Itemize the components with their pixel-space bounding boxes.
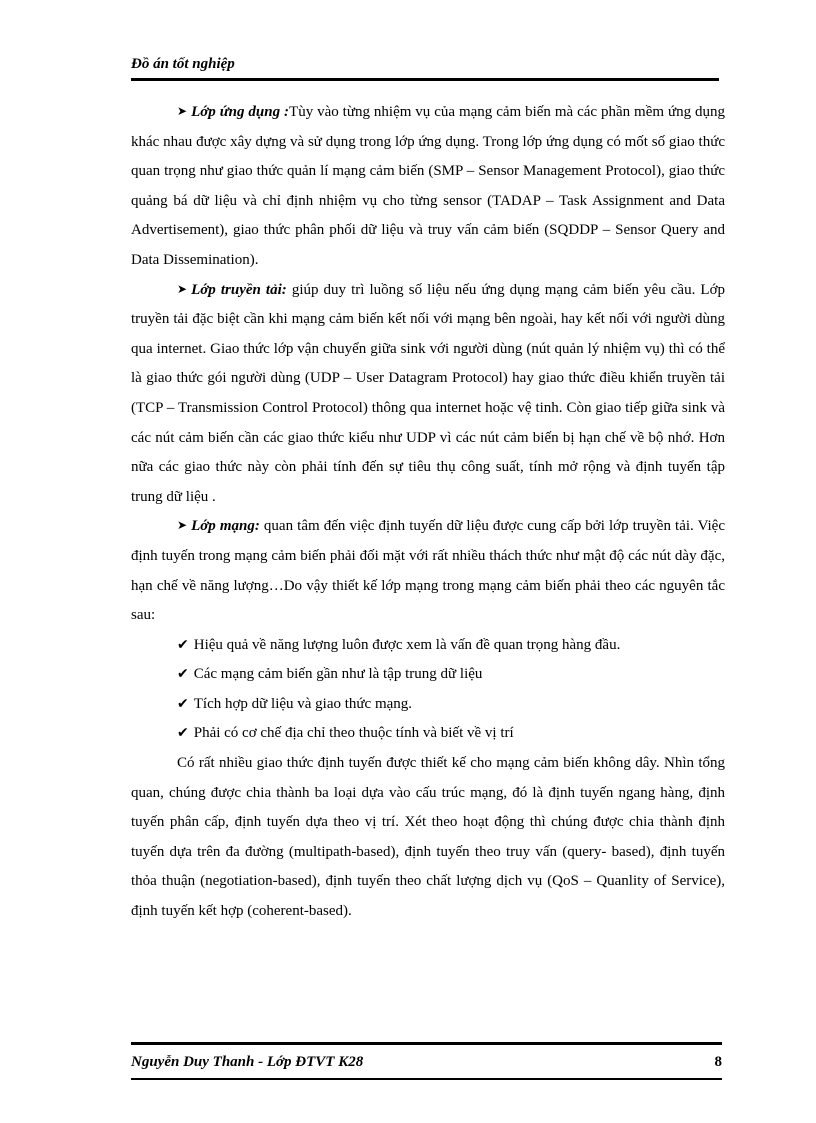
footer-rule-bottom [131,1078,722,1080]
arrow-bullet-icon: ➤ [177,518,188,533]
checkmark-icon: ✔ [177,636,189,653]
application-layer-text: Tùy vào từng nhiệm vụ của mạng cảm biến mà các phần mềm ứng dụng khác nhau được xây dựng và sử dụng trong lớp ứng dụng. Trong lớp ứng dụng có mốt số giao thức quan trọng như giao thức quản lí mạng cảm biến (SMP – Sensor Management Protocol), giao thức quảng bá dữ liệu và chỉ định nhiệm vụ cho từng sensor (TADAP – Task Assignment and Data Advertisement), giao thức phân phối dữ liệu và truy vấn cảm biến (SQDDP – Sensor Query and Data Dissemination). [131,104,725,268]
paragraph-network-layer [131,512,725,630]
checkmark-icon: ✔ [177,666,189,683]
header-title: Đồ án tốt nghiệp [131,56,235,72]
checklist-item-text: Hiệu quả về năng lượng luôn được xem là vấn đề quan trọng hàng đầu. [193,636,621,653]
checklist-item-text: Phải có cơ chế địa chỉ theo thuộc tính và biết về vị trí [193,725,514,742]
checklist-item [131,631,725,661]
network-layer-heading: Lớp mạng: [191,518,260,535]
transport-layer-heading: Lớp truyền tải: [191,281,287,298]
page-content [131,98,725,927]
page-header [131,52,719,76]
footer-rule-top [131,1042,722,1045]
network-layer-text: quan tâm đến việc định tuyến dữ liệu được cung cấp bởi lớp truyền tải. Việc định tuyến trong mạng cảm biến phải đối mặt với rất nhiều thách thức như mật độ các nút dày đặc, hạn chế về năng lượng…Do vậy thiết kế lớp mạng trong mạng cảm biến phải theo các nguyên tắc sau: [131,518,725,624]
checkmark-icon: ✔ [177,725,189,742]
checklist-item [131,719,725,749]
checkmark-icon: ✔ [177,695,189,712]
paragraph-routing-protocols [131,749,725,927]
application-layer-heading: Lớp ứng dụng : [191,104,290,120]
footer-author: Nguyễn Duy Thanh - Lớp ĐTVT K28 [131,1054,364,1070]
checklist-item-text: Các mạng cảm biến gần như là tập trung dữ liệu [193,666,483,683]
checklist-item [131,660,725,690]
checklist-item-text: Tích hợp dữ liệu và giao thức mạng. [193,695,413,712]
header-rule [131,78,719,81]
arrow-bullet-icon: ➤ [177,281,188,296]
page-number: 8 [714,1054,722,1070]
routing-protocols-text: Có rất nhiều giao thức định tuyến được thiết kế cho mạng cảm biến không dây. Nhìn tổng quan, chúng được chia thành ba loại dựa vào cấu trúc mạng, đó là định tuyến ngang hàng, định tuyến phân cấp, định tuyến dựa theo vị trí. Xét theo hoạt động thì chúng được chia thành định tuyến dựa trên đa đường (multipath-based), định tuyến theo truy vấn (query- based), định tuyến thỏa thuận (negotiation-based), định tuyến theo chất lượng dịch vụ (QoS – Quanlity of Service), định tuyến kết hợp (coherent-based). [131,755,725,920]
arrow-bullet-icon: ➤ [177,104,188,118]
paragraph-application-layer [131,98,725,276]
transport-layer-text: giúp duy trì luồng số liệu nếu ứng dụng mạng cảm biến yêu cầu. Lớp truyền tải đặc biệt cần khi mạng cảm biến kết nối với mạng bên ngoài, hay kết nối với người dùng qua internet. Giao thức lớp vận chuyển giữa sink với người dùng (nút quản lý nhiệm vụ) thì có thể là giao thức gói người dùng (UDP – User Datagram Protocol) hay giao thức điều khiển truyền tải (TCP – Transmission Control Protocol) thông qua internet hoặc vệ tinh. Còn giao tiếp giữa sink và các nút cảm biến cần các giao thức kiểu như UDP vì các nút cảm biến bị hạn chế về bộ nhớ. Hơn nữa các giao thức này còn phải tính đến sự tiêu thụ công suất, tính mở rộng và định tuyến tập trung dữ liệu . [131,281,726,505]
paragraph-transport-layer [131,276,725,513]
checklist-item [131,690,725,720]
